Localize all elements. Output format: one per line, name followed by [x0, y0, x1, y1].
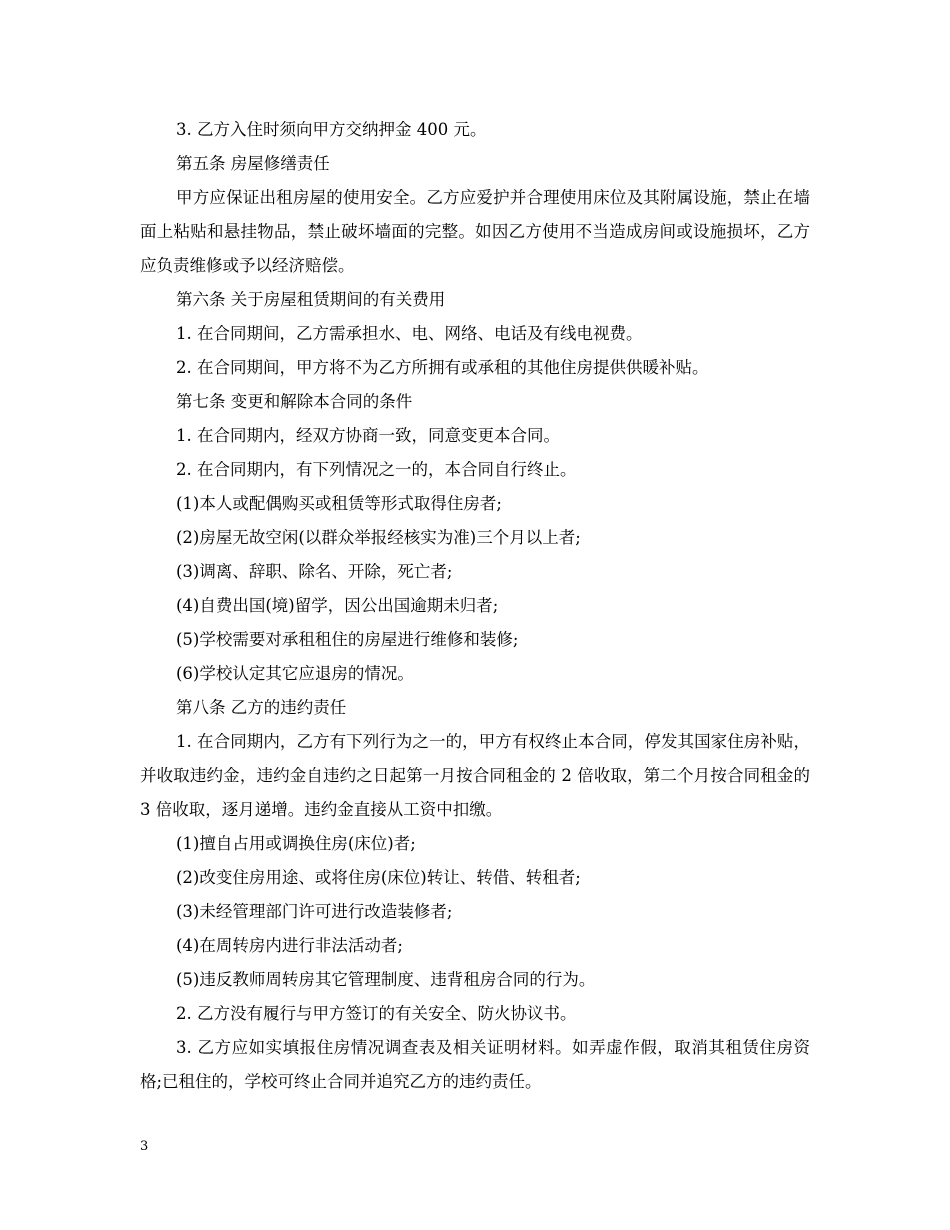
heading-article-8: 第八条 乙方的违约责任 — [176, 698, 347, 717]
list-item-breach-3: (3)未经管理部门许可进行改造装修者; — [176, 902, 453, 921]
paragraph-change-2: 2. 在合同期内，有下列情况之一的，本合同自行终止。 — [176, 460, 577, 479]
list-item-breach-1: (1)擅自占用或调换住房(床位)者; — [176, 834, 416, 853]
heading-article-5: 第五条 房屋修缮责任 — [176, 154, 330, 173]
list-item-breach-5: (5)违反教师周转房其它管理制度、违背租房合同的行为。 — [176, 970, 596, 989]
heading-article-7: 第七条 变更和解除本合同的条件 — [176, 392, 413, 411]
list-item-termination-6: (6)学校认定其它应退房的情况。 — [176, 664, 414, 683]
list-item-termination-5: (5)学校需要对承租租住的房屋进行维修和装修; — [176, 630, 519, 649]
list-item-termination-2: (2)房屋无故空闲(以群众举报经核实为准)三个月以上者; — [176, 528, 581, 547]
list-item-termination-4: (4)自费出国(境)留学，因公出国逾期未归者; — [176, 596, 499, 615]
paragraph-fees-2: 2. 在合同期间，甲方将不为乙方所拥有或承租的其他住房提供供暖补贴。 — [176, 358, 709, 377]
paragraph-breach-1: 1. 在合同期内，乙方有下列行为之一的，甲方有权终止本合同，停发其国家住房补贴，并收取违约金，违约金自违约之日起第一月按合同租金的 2 倍收取，第二个月按合同租金的 3 倍收取，逐月递增。违约金直接从工资中扣缴。 — [140, 732, 810, 819]
list-item-breach-2: (2)改变住房用途、或将住房(床位)转让、转借、转租者; — [176, 868, 581, 887]
heading-article-6: 第六条 关于房屋租赁期间的有关费用 — [176, 290, 446, 309]
document-body — [140, 113, 810, 1099]
list-item-termination-1: (1)本人或配偶购买或租赁等形式取得住房者; — [176, 494, 502, 513]
list-item-termination-3: (3)调离、辞职、除名、开除，死亡者; — [176, 562, 453, 581]
list-item-breach-4: (4)在周转房内进行非法活动者; — [176, 936, 403, 955]
paragraph-repair-responsibility: 甲方应保证出租房屋的使用安全。乙方应爱护并合理使用床位及其附属设施，禁止在墙面上粘贴和悬挂物品，禁止破坏墙面的完整。如因乙方使用不当造成房间或设施损坏，乙方应负责维修或予以经济赔偿。 — [140, 188, 810, 275]
page-number: 3 — [140, 1139, 149, 1154]
paragraph-deposit: 3. 乙方入住时须向甲方交纳押金 400 元。 — [176, 120, 487, 139]
paragraph-breach-3: 3. 乙方应如实填报住房情况调查表及相关证明材料。如弄虚作假，取消其租赁住房资格;已租住的，学校可终止合同并追究乙方的违约责任。 — [140, 1038, 810, 1091]
paragraph-fees-1: 1. 在合同期间，乙方需承担水、电、网络、电话及有线电视费。 — [176, 324, 643, 343]
paragraph-change-1: 1. 在合同期内，经双方协商一致，同意变更本合同。 — [176, 426, 560, 445]
paragraph-breach-2: 2. 乙方没有履行与甲方签订的有关安全、防火协议书。 — [176, 1004, 577, 1023]
